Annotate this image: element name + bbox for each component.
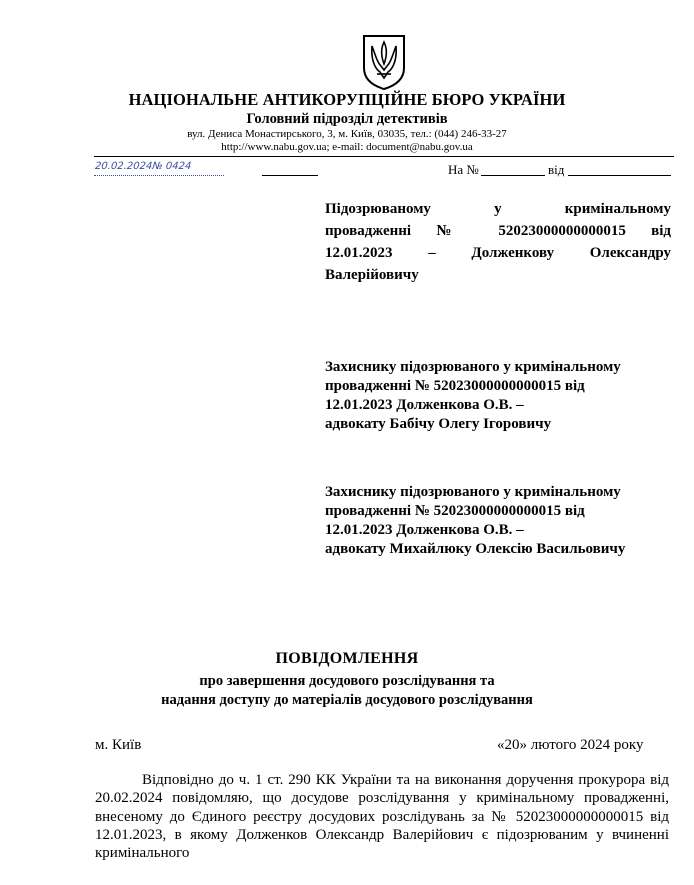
- reference-date-blank: [568, 175, 671, 176]
- addressee-line: Захиснику підозрюваного у кримінальному: [325, 359, 621, 375]
- notice-subtitle-line: надання доступу до матеріалів досудового розслідування: [161, 692, 533, 708]
- notice-title: ПОВІДОМЛЕННЯ: [275, 650, 419, 667]
- registration-underline-extension: [262, 175, 318, 176]
- addressee-defender-babich: [325, 358, 671, 434]
- reference-number-blank: [481, 175, 545, 176]
- notice-subtitle: [0, 672, 694, 710]
- addressee-line: Валерійовичу: [325, 267, 419, 283]
- organization-name: НАЦІОНАЛЬНЕ АНТИКОРУПЦІЙНЕ БЮРО УКРАЇНИ: [128, 90, 566, 109]
- addressee-suspect: [325, 198, 671, 286]
- addressee-line: адвокату Михайлюку Олексію Васильовичу: [325, 541, 626, 557]
- addressee-line: 12.01.2023 Долженкова О.В. –: [325, 522, 524, 538]
- addressee-line: провадженні № 52023000000000015 від: [325, 223, 671, 239]
- addressee-line: 12.01.2023 – Долженкову Олександру: [325, 245, 671, 261]
- header-divider: [94, 156, 674, 157]
- registration-underline: [94, 175, 224, 176]
- registration-number-handwritten: 20.02.2024№ 0424: [94, 161, 192, 172]
- organization-contacts: http://www.nabu.gov.ua; e-mail: document@nabu.gov.ua: [221, 141, 473, 153]
- addressee-line: Підозрюваному у кримінальному: [325, 201, 671, 217]
- addressee-line: провадженні № 52023000000000015 від: [325, 503, 585, 519]
- notice-body-paragraph: Відповідно до ч. 1 ст. 290 КК України та на виконання доручення прокурора від 20.02.2024 повідомляю, що досудове розслідування у кримінальному провадженні, внесеному до Єдиного реєстру досудових розслідувань за № 52023000000000015 від 12.01.2023, в якому Долженков Олександр Валерійович є підозрюваним у вчиненні кримінального: [95, 772, 669, 862]
- addressee-line: адвокату Бабічу Олегу Ігоровичу: [325, 416, 552, 432]
- trident-emblem-icon: [360, 34, 408, 90]
- addressee-defender-mykhailiuk: [325, 483, 671, 559]
- organization-unit: Головний підрозділ детективів: [246, 111, 448, 127]
- reference-date-label: від: [548, 162, 565, 177]
- addressee-line: провадженні № 52023000000000015 від: [325, 378, 585, 394]
- notice-subtitle-line: про завершення досудового розслідування та: [199, 673, 495, 689]
- notice-date: «20» лютого 2024 року: [497, 737, 644, 753]
- addressee-line: 12.01.2023 Долженкова О.В. –: [325, 397, 524, 413]
- notice-place: м. Київ: [95, 737, 142, 753]
- addressee-line: Захиснику підозрюваного у кримінальному: [325, 484, 621, 500]
- organization-address: вул. Дениса Монастирського, 3, м. Київ, 03035, тел.: (044) 246-33-27: [187, 128, 507, 140]
- reference-number-label: На №: [448, 162, 479, 177]
